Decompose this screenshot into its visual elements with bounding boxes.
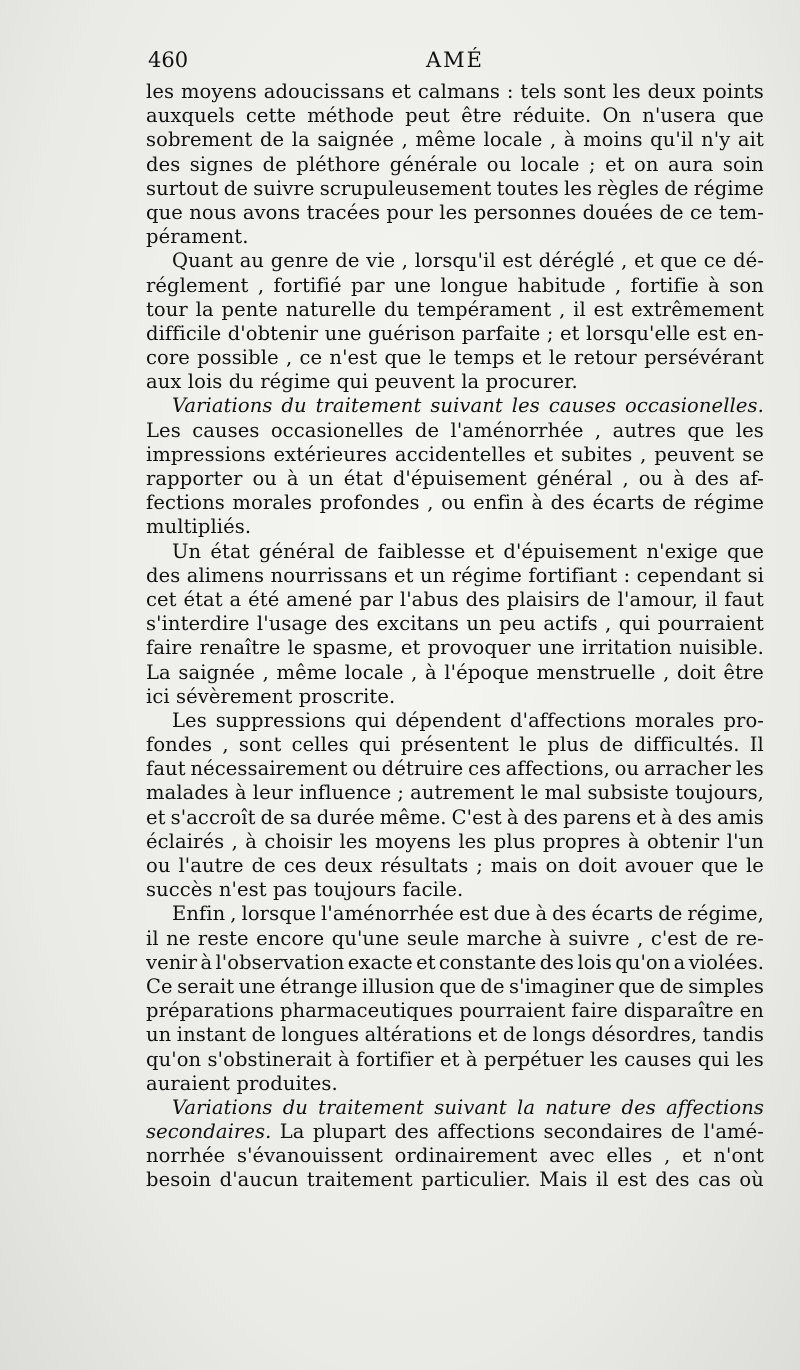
text-line: fondes , sont celles qui présentent le plus de difficultés. Il: [146, 733, 764, 757]
text-line: auxquels cette méthode peut être réduite. On n'usera que: [146, 104, 764, 128]
section-heading: Variations du traitement suivant la nature des affections: [172, 1095, 764, 1119]
text-line: Quant au genre de vie , lorsqu'il est déréglé , et que ce dé-: [172, 249, 764, 273]
text-line: surtout de suivre scrupuleusement toutes les règles de régime: [146, 176, 764, 200]
text-line: pérament.: [146, 225, 249, 249]
text-line: difficile d'obtenir une guérison parfaite ; et lorsqu'elle est en-: [146, 321, 764, 345]
text-line: venir à l'observation exacte et constante des lois qu'on a violées.: [146, 950, 764, 974]
text-line: et s'accroît de sa durée même. C'est à des parens et à des amis: [146, 805, 764, 829]
text-line: préparations pharmaceutiques pourraient faire disparaître en: [146, 999, 764, 1023]
text-line: Les causes occasionelles de l'aménorrhée , autres que les: [146, 418, 764, 442]
text-line: sobrement de la saignée , même locale , à moins qu'il n'y ait: [146, 128, 764, 152]
text-line: ou l'autre de ces deux résultats ; mais on doit avouer que le: [146, 854, 764, 877]
text-line: auraient produites.: [146, 1071, 338, 1095]
text-line: des alimens nourrissans et un régime fortifiant : cependant si: [146, 563, 764, 587]
text-line: éclairés , à choisir les moyens les plus propres à obtenir l'un: [146, 829, 764, 853]
text-line: La saignée , même locale , à l'époque menstruelle , doit être: [146, 660, 764, 684]
text-line: fections morales profondes , ou enfin à des écarts de régime: [146, 491, 764, 515]
text-line: Ce serait une étrange illusion que de s'imaginer que de simples: [146, 974, 764, 998]
text-line: succès n'est pas toujours facile.: [146, 878, 464, 902]
text-line: multipliés.: [146, 515, 252, 539]
section-heading: Variations du traitement suivant les causes occasionelles.: [172, 394, 764, 418]
text-line: ici sévèrement proscrite.: [146, 684, 396, 708]
text-line: core possible , ce n'est que le temps et le retour persévérant: [146, 346, 764, 370]
text-line: des signes de pléthore générale ou locale ; et on aura soin: [146, 152, 764, 176]
text-line: impressions extérieures accidentelles et subites , peuvent se: [146, 442, 764, 466]
text-line: Les suppressions qui dépendent d'affections morales pro-: [172, 708, 764, 732]
text-line: Un état général de faiblesse et d'épuisement n'exige que: [172, 539, 764, 563]
text-line: Enfin , lorsque l'aménorrhée est due à des écarts de régime,: [172, 902, 764, 926]
page-number: 460: [148, 48, 189, 72]
text-line: besoin d'aucun traitement particulier. Mais il est des cas où: [146, 1168, 764, 1192]
text-line: réglement , fortifié par une longue habitude , fortifie à son: [146, 273, 764, 297]
text-line: il ne reste encore qu'une seule marche à suivre , c'est de re-: [146, 926, 764, 950]
text-line: un instant de longues altérations et de longs désordres, tandis: [146, 1023, 764, 1047]
text-line: malades à leur influence ; autrement le mal subsiste toujours,: [146, 781, 764, 805]
text-line: faut nécessairement ou détruire ces affections, ou arracher les: [146, 757, 764, 781]
text-line: rapporter ou à un état d'épuisement général , ou à des af-: [146, 467, 764, 490]
text-line: tour la pente naturelle du tempérament , il est extrêmement: [146, 297, 764, 321]
body-text: [146, 80, 764, 1193]
section-heading-continued: secondaires. La plupart des affections secondaires de l'amé-: [146, 1120, 764, 1144]
running-head: AMÉ: [426, 48, 484, 72]
text-line: faire renaître le spasme, et provoquer une irritation nuisible.: [146, 636, 764, 660]
text-line: norrhée s'évanouissent ordinairement avec elles , et n'ont: [146, 1144, 764, 1168]
text-line: les moyens adoucissans et calmans : tels sont les deux points: [146, 80, 764, 103]
text-line: que nous avons tracées pour les personnes douées de ce tem-: [146, 200, 764, 224]
text-line: s'interdire l'usage des excitans un peu actifs , qui pourraient: [146, 612, 764, 636]
text-line: qu'on s'obstinerait à fortifier et à perpétuer les causes qui les: [146, 1047, 764, 1071]
text-line: aux lois du régime qui peuvent la procurer.: [146, 370, 578, 394]
text-line: cet état a été amené par l'abus des plaisirs de l'amour, il faut: [146, 587, 764, 611]
